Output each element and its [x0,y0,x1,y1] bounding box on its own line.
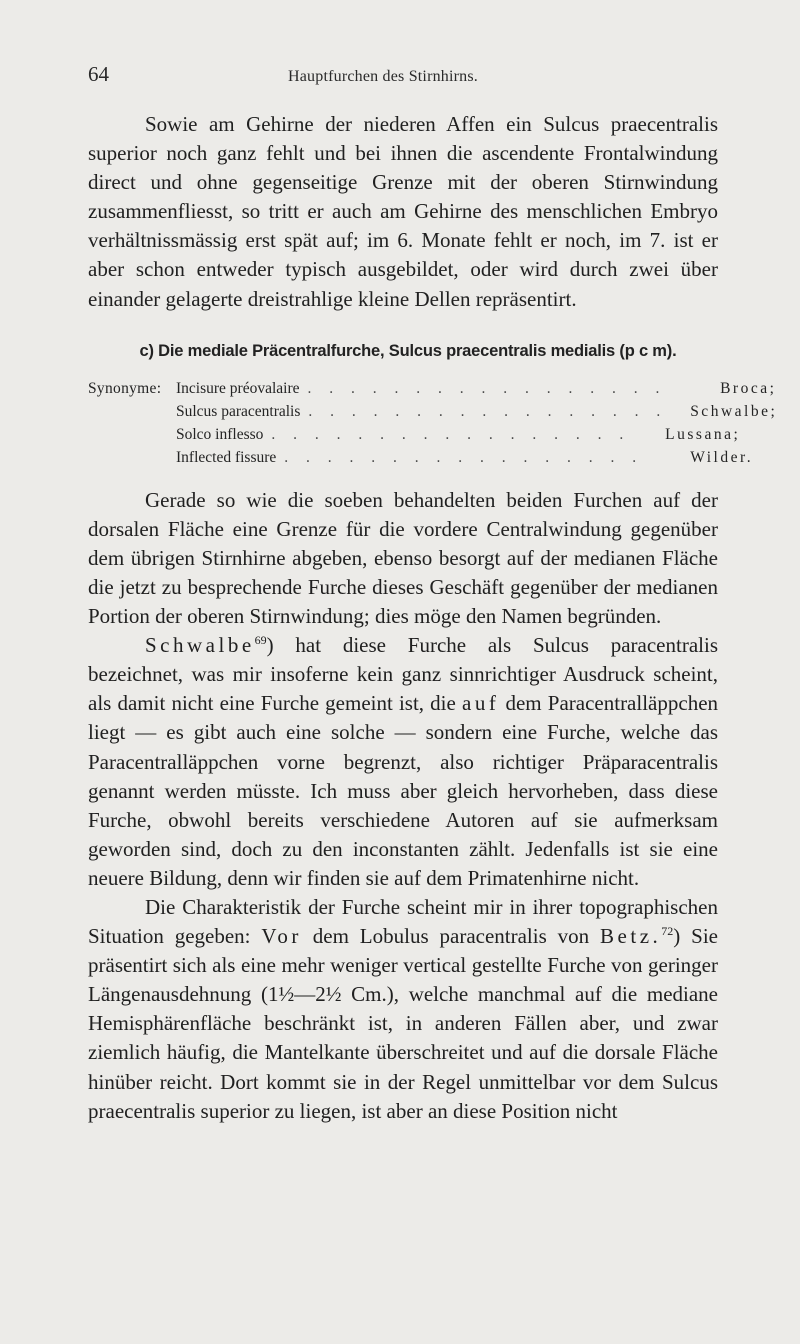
synonym-author: Lussana; [665,425,741,443]
synonymy-label: Synonyme: [88,379,162,397]
footnote-ref: 72 [661,924,674,939]
page-number: 64 [88,62,109,86]
paragraph-characteristics [88,893,718,1126]
synonym-term-cell [176,446,643,469]
synonymy-row [88,446,754,469]
synonym-author: Wilder. [690,448,754,466]
leader-dots: . . . . . . . . . . . . . . . . . [307,379,667,397]
synonym-author: Schwalbe; [690,402,778,420]
footnote-ref: 69 [254,633,267,648]
paragraph-embryo: Sowie am Gehirne der niederen Affen ein Sulcus praecentralis superior noch ganz fehlt und bei ihnen die ascendente Frontalwindung direct und ohne gegenseitige Grenze mit der oberen Stirnwindung zusammenfliesst, so tritt er auch am Gehirne des menschlichen Embryo verhältnissmässig erst spät auf; im 6. Monate fehlt er noch, im 7. ist er aber schon entweder typisch ausgebildet, oder wird durch zwei über einander gelagerte dreistrahlige kleine Dellen repräsentirt. [88,112,718,311]
paragraph-text: dem Lobulus paracentralis von [301,924,601,949]
emphasis-text: Vor [261,924,302,949]
author-name: Schwalbe [145,633,255,658]
synonym-term: Inflected fissure [176,448,277,466]
paragraph-boundary: Gerade so wie die soeben behandelten beiden Furchen auf der dorsalen Fläche eine Grenze für die vordere Centralwindung gegenüber dem übrigen Stirnhirne abgeben, ebenso besorgt auf der medianen Fläche die jetzt zu besprechende Furche dieses Geschäft gegenüber der medianen Portion der oberen Stirnwindung; dies möge den Namen begründen. [88,487,718,629]
page-header [88,62,718,96]
running-title: Hauptfurchen des Stirnhirns. [288,68,479,85]
emphasis-text: auf [462,691,500,716]
paragraph-text: ) hat diese Furche als Sulcus paracentralis bezeichnet, was mir insoferne kein ganz sinnrichtiger Ausdruck scheint, als damit nicht eine Furche gemeint ist, die [88,633,718,716]
synonym-term: Sulcus paracentralis [176,402,301,420]
synonym-author: Broca; [720,379,777,397]
section-heading: c) Die mediale Präcentralfurche, Sulcus praecentralis medialis (p c m). [139,341,677,360]
leader-dots: . . . . . . . . . . . . . . . . . [271,425,631,443]
synonym-term-cell [176,400,667,423]
synonymy-row [88,377,777,400]
synonym-term-cell [176,377,666,400]
synonym-term-cell [176,423,630,446]
synonymy-row [88,423,741,446]
author-name: Betz. [600,924,662,949]
paragraph-text: ) Sie präsentirt sich als eine mehr weniger vertical gestellte Furche von geringer Längenausdehnung (1½—2½ Cm.), welche manchmal auf die mediane Hemisphärenfläche beschränkt ist, in anderen Fällen aber, und zwar ziemlich häufig, die Mantelkante überschreitet und auf die dorsale Fläche hinüber reicht. Dort kommt sie in der Regel unmittelbar vor dem Sulcus praecentralis superior zu liegen, ist aber an diese Position nicht [88,924,718,1123]
synonymy-table [88,377,778,469]
paragraph-text: Die Charakteristik der Furche scheint mir in ihrer topographischen Situation gegeben: [88,894,718,949]
synonym-term: Incisure préovalaire [176,379,300,397]
synonym-term: Solco inflesso [176,425,264,443]
paragraph-text: dem Paracentralläppchen liegt — es gibt auch eine solche — sondern eine Furche, welche das Paracentralläppchen vorne begrenzt, also richtiger Präparacentralis genannt werden müsste. Ich muss aber gleich hervorheben, dass diese Furche, obwohl bereits verschiedene Autoren auf sie aufmerksam geworden sind, doch zu den inconstanten zählt. Jedenfalls ist sie eine neuere Bildung, denn wir finden sie auf dem Primatenhirne nicht. [88,691,719,890]
leader-dots: . . . . . . . . . . . . . . . . . [308,402,668,420]
leader-dots: . . . . . . . . . . . . . . . . . [284,448,644,466]
synonymy-row [88,400,778,423]
paragraph-schwalbe [88,631,718,893]
